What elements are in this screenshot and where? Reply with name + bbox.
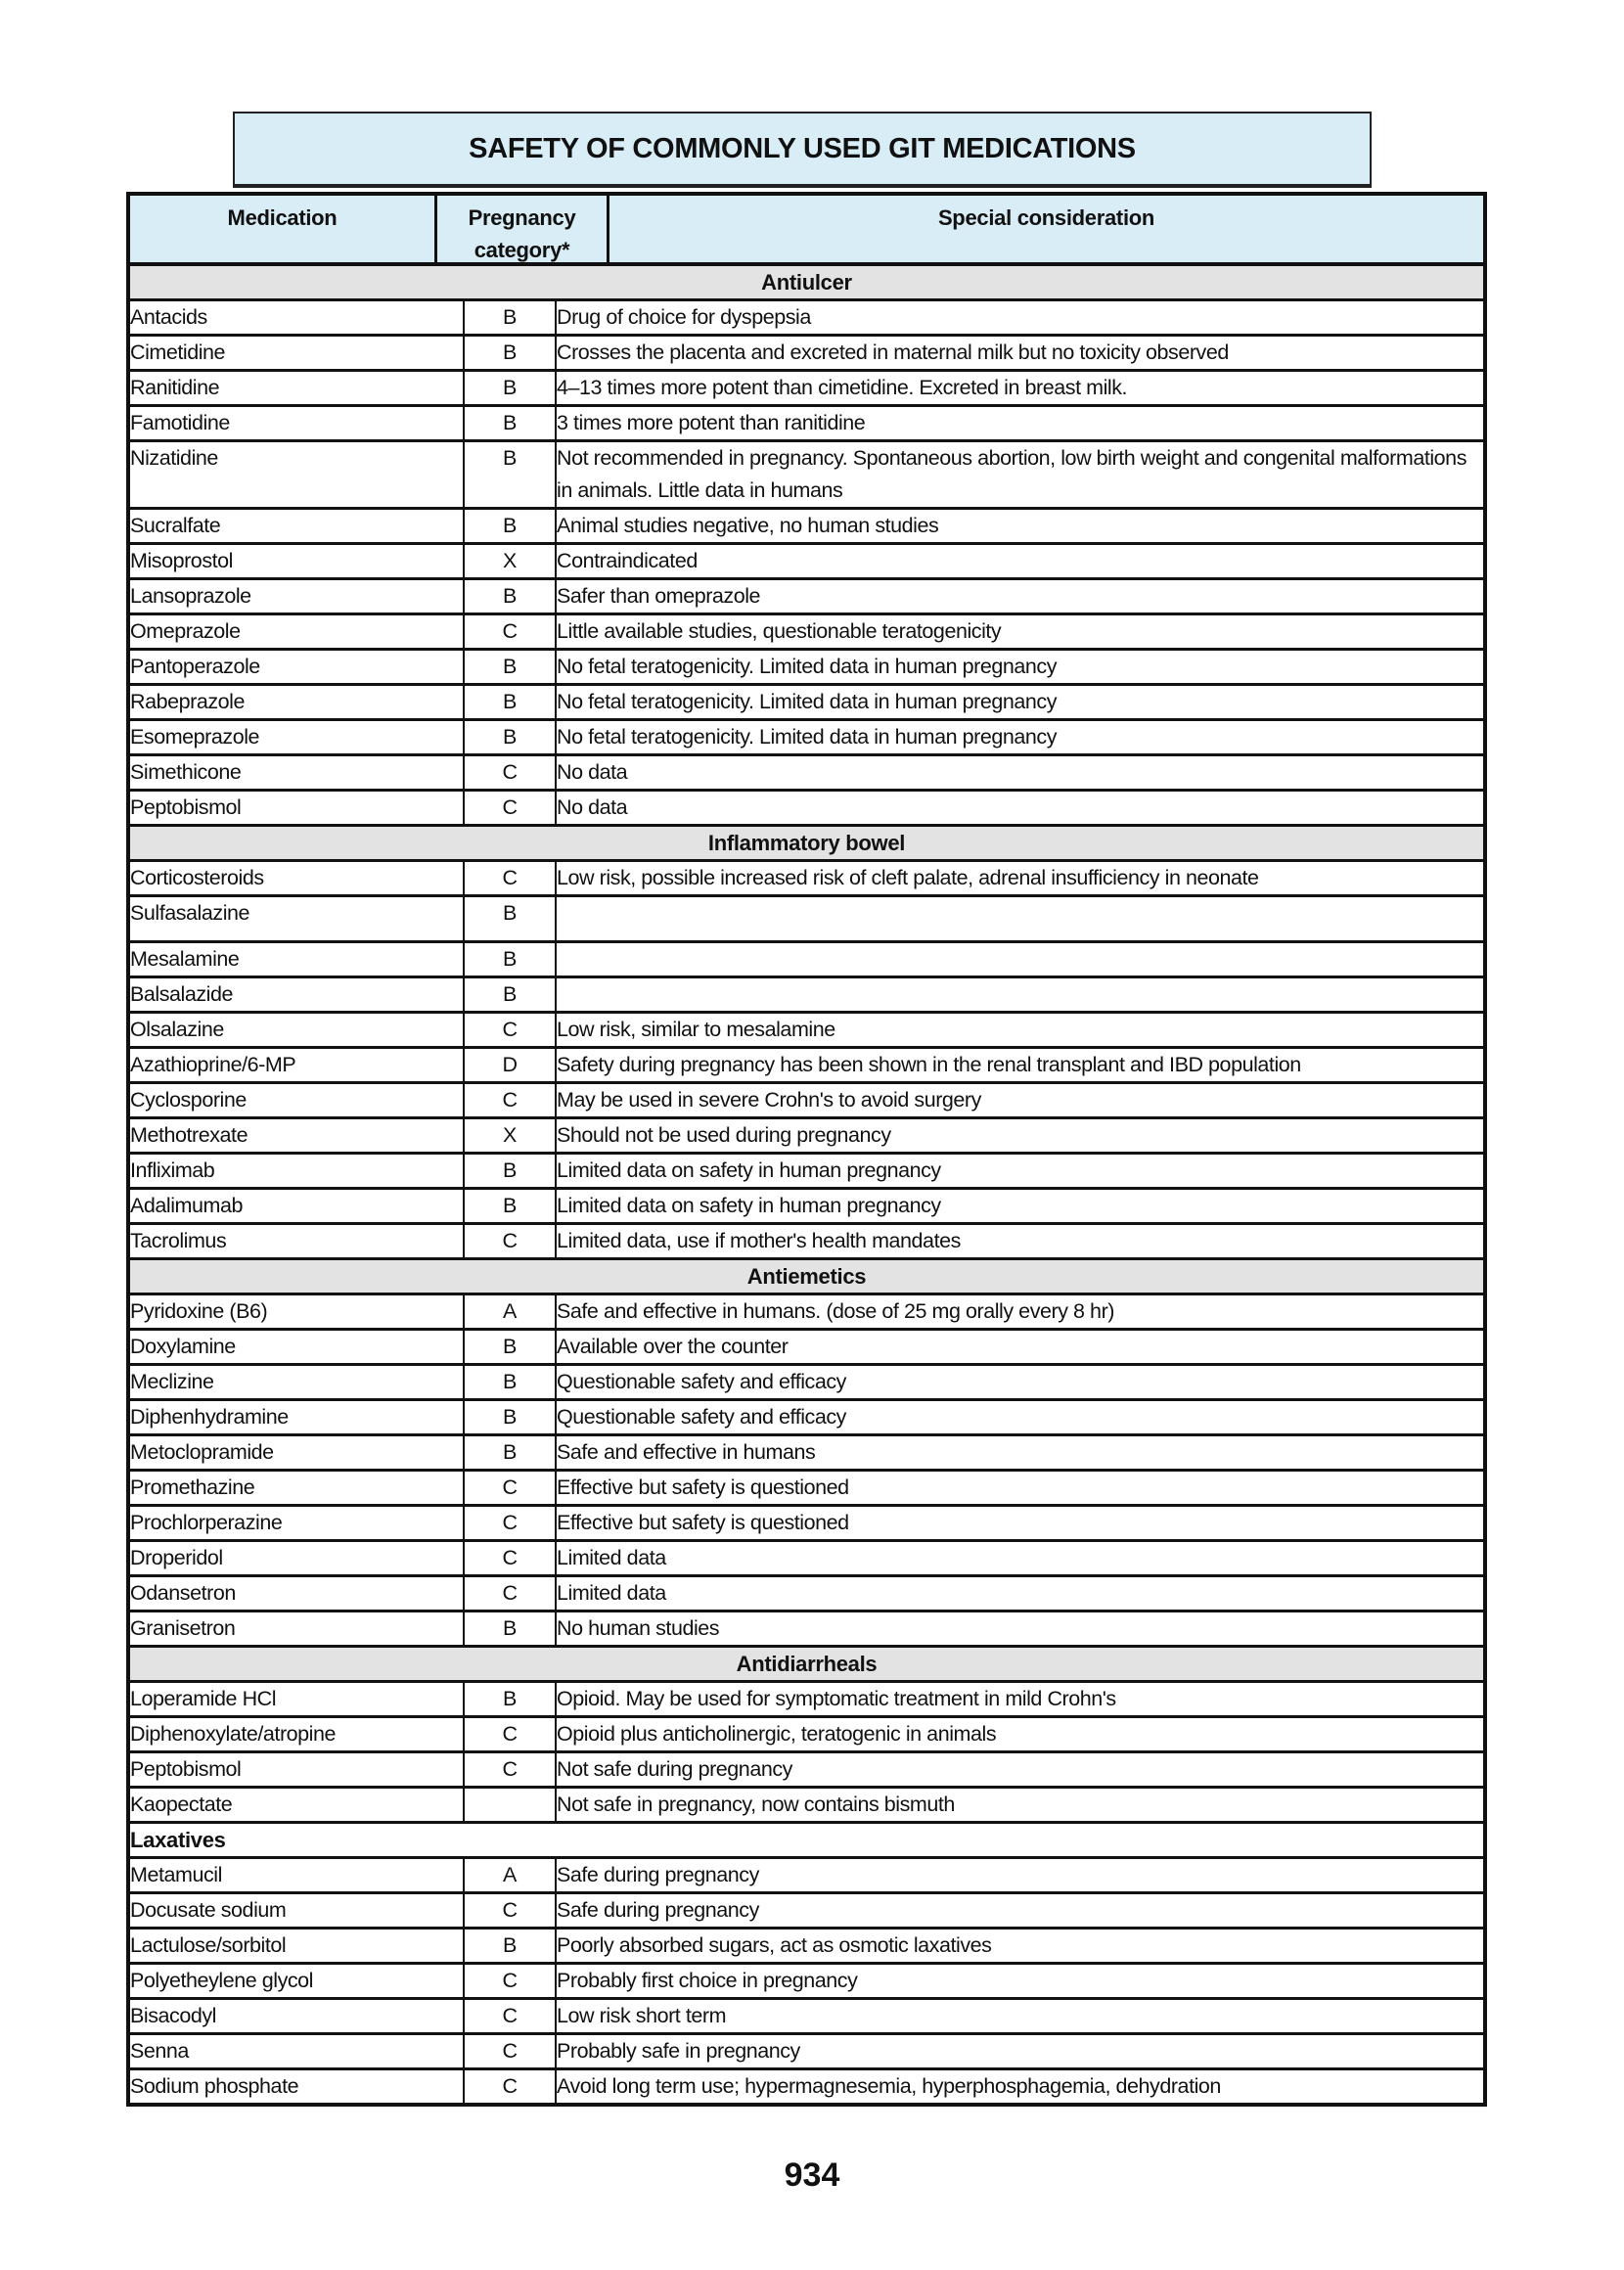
pregnancy-category-cell: C	[465, 1753, 557, 1786]
medication-cell: Corticosteroids	[130, 862, 465, 894]
table-row	[130, 1331, 1483, 1366]
pregnancy-category-cell: B	[465, 1366, 557, 1398]
table-row	[130, 2000, 1483, 2035]
medication-cell: Adalimumab	[130, 1190, 465, 1222]
table-row	[130, 1401, 1483, 1436]
pregnancy-category-cell: B	[465, 580, 557, 613]
special-consideration-cell: Safe during pregnancy	[557, 1898, 759, 1922]
special-consideration-cell: Poorly absorbed sugars, act as osmotic laxatives	[557, 1933, 992, 1957]
special-consideration-cell: Probably safe in pregnancy	[557, 2039, 800, 2063]
table-row	[130, 337, 1483, 372]
pregnancy-category-cell: B	[465, 1401, 557, 1433]
medication-cell: Azathioprine/6-MP	[130, 1049, 465, 1081]
pregnancy-category-cell: C	[465, 1507, 557, 1539]
special-consideration-cell: 3 times more potent than ranitidine	[557, 411, 866, 434]
pregnancy-category-cell: B	[465, 372, 557, 404]
special-consideration-cell: Not safe in pregnancy, now contains bismuth	[557, 1793, 955, 1816]
medication-cell: Ranitidine	[130, 372, 465, 404]
pregnancy-category-cell: B	[465, 337, 557, 369]
page-number: 934	[784, 2156, 840, 2194]
special-consideration-cell: Limited data, use if mother's health mandates	[557, 1229, 961, 1252]
pregnancy-category-cell: C	[465, 1718, 557, 1750]
special-consideration-cell: Little available studies, questionable teratogenicity	[557, 619, 1002, 643]
medication-cell: Docusate sodium	[130, 1894, 465, 1927]
pregnancy-category-cell: C	[465, 1084, 557, 1116]
table-row	[130, 1789, 1483, 1824]
medication-cell: Odansetron	[130, 1577, 465, 1610]
special-consideration-cell: Limited data	[557, 1581, 666, 1605]
pregnancy-category-cell: C	[465, 2000, 557, 2032]
medication-cell: Loperamide HCl	[130, 1683, 465, 1715]
pregnancy-category-cell: B	[465, 1612, 557, 1645]
pregnancy-category-cell: A	[465, 1295, 557, 1328]
table-row	[130, 442, 1483, 510]
section-header: Antidiarrheals	[130, 1648, 1483, 1683]
special-consideration-cell: May be used in severe Crohn's to avoid surgery	[557, 1088, 981, 1112]
medication-cell: Tacrolimus	[130, 1225, 465, 1257]
pregnancy-category-cell: B	[465, 1930, 557, 1962]
table-header	[130, 196, 1483, 266]
table-row	[130, 1753, 1483, 1789]
pregnancy-category-cell: C	[465, 756, 557, 789]
special-consideration-cell: Safer than omeprazole	[557, 584, 761, 608]
table-row	[130, 792, 1483, 827]
medication-cell: Omeprazole	[130, 615, 465, 648]
pregnancy-category-cell: C	[465, 2035, 557, 2067]
medication-cell: Rabeprazole	[130, 686, 465, 718]
special-consideration-cell: Not safe during pregnancy	[557, 1757, 792, 1781]
medication-cell: Diphenoxylate/atropine	[130, 1718, 465, 1750]
special-consideration-cell: No data	[557, 795, 628, 819]
medication-cell: Sodium phosphate	[130, 2070, 465, 2103]
table-row	[130, 580, 1483, 615]
special-consideration-cell: No fetal teratogenicity. Limited data in human pregnancy	[557, 690, 1058, 713]
special-consideration-cell: No data	[557, 760, 628, 784]
table-row	[130, 1472, 1483, 1507]
table-row	[130, 651, 1483, 686]
pregnancy-category-cell: C	[465, 792, 557, 824]
special-consideration-cell: Crosses the placenta and excreted in maternal milk but no toxicity observed	[557, 340, 1229, 364]
medication-cell: Nizatidine	[130, 442, 465, 507]
special-consideration-cell: No fetal teratogenicity. Limited data in human pregnancy	[557, 725, 1058, 749]
medication-cell: Doxylamine	[130, 1331, 465, 1363]
medication-cell: Metamucil	[130, 1859, 465, 1891]
table-row	[130, 1014, 1483, 1049]
pregnancy-category-cell: C	[465, 1014, 557, 1046]
special-consideration-cell: Limited data on safety in human pregnancy	[557, 1194, 941, 1217]
section-header: Laxatives	[130, 1824, 1483, 1859]
special-consideration-cell: No fetal teratogenicity. Limited data in human pregnancy	[557, 655, 1058, 678]
medication-cell: Famotidine	[130, 407, 465, 439]
medication-cell: Methotrexate	[130, 1119, 465, 1152]
pregnancy-category-cell: B	[465, 686, 557, 718]
special-consideration-cell	[557, 943, 1483, 976]
table-row	[130, 756, 1483, 792]
special-consideration-cell: Safe and effective in humans. (dose of 25 mg orally every 8 hr)	[557, 1299, 1114, 1323]
table-row	[130, 1577, 1483, 1612]
medication-cell: Granisetron	[130, 1612, 465, 1645]
special-consideration-cell: Safety during pregnancy has been shown in the renal transplant and IBD population	[557, 1053, 1301, 1076]
table-row	[130, 1507, 1483, 1542]
medication-cell: Prochlorperazine	[130, 1507, 465, 1539]
special-consideration-cell: Available over the counter	[557, 1335, 789, 1358]
special-consideration-cell: Limited data	[557, 1546, 666, 1569]
pregnancy-category-cell: D	[465, 1049, 557, 1081]
table-row	[130, 1683, 1483, 1718]
table-row	[130, 545, 1483, 580]
pregnancy-category-cell: B	[465, 897, 557, 940]
pregnancy-category-cell: C	[465, 1542, 557, 1574]
header-medication: Medication	[130, 196, 437, 262]
medication-cell: Cimetidine	[130, 337, 465, 369]
table-row	[130, 862, 1483, 897]
medication-cell: Sulfasalazine	[130, 897, 465, 940]
medication-cell: Balsalazide	[130, 978, 465, 1011]
table-row	[130, 407, 1483, 442]
medication-cell: Cyclosporine	[130, 1084, 465, 1116]
medication-cell: Pantoperazole	[130, 651, 465, 683]
medication-cell: Meclizine	[130, 1366, 465, 1398]
medications-table	[126, 192, 1487, 2107]
medication-cell: Lansoprazole	[130, 580, 465, 613]
medication-cell: Peptobismol	[130, 792, 465, 824]
pregnancy-category-cell: B	[465, 407, 557, 439]
table-row	[130, 1436, 1483, 1472]
table-row	[130, 978, 1483, 1014]
table-row	[130, 2070, 1483, 2103]
table-row	[130, 301, 1483, 337]
special-consideration-cell: Low risk short term	[557, 2004, 727, 2027]
medication-cell: Sucralfate	[130, 510, 465, 542]
table-row	[130, 897, 1483, 943]
medication-cell: Misoprostol	[130, 545, 465, 577]
pregnancy-category-cell: C	[465, 615, 557, 648]
pregnancy-category-cell: B	[465, 721, 557, 753]
medication-cell: Kaopectate	[130, 1789, 465, 1821]
special-consideration-cell	[557, 897, 1483, 940]
special-consideration-cell: Questionable safety and efficacy	[557, 1370, 846, 1393]
table-row	[130, 1894, 1483, 1930]
table-row	[130, 1718, 1483, 1753]
medication-cell: Senna	[130, 2035, 465, 2067]
medication-cell: Promethazine	[130, 1472, 465, 1504]
medication-cell: Pyridoxine (B6)	[130, 1295, 465, 1328]
pregnancy-category-cell: C	[465, 1894, 557, 1927]
medication-cell: Droperidol	[130, 1542, 465, 1574]
pregnancy-category-cell: B	[465, 442, 557, 507]
pregnancy-category-cell: A	[465, 1859, 557, 1891]
special-consideration-cell: Safe and effective in humans	[557, 1440, 816, 1464]
medication-cell: Diphenhydramine	[130, 1401, 465, 1433]
pregnancy-category-cell: B	[465, 1683, 557, 1715]
pregnancy-category-cell: C	[465, 1965, 557, 1997]
special-consideration-cell: 4–13 times more potent than cimetidine. Excreted in breast milk.	[557, 376, 1128, 399]
table-row	[130, 1295, 1483, 1331]
pregnancy-category-cell: C	[465, 1577, 557, 1610]
table-row	[130, 1155, 1483, 1190]
table-body	[130, 266, 1483, 2103]
special-consideration-cell: Opioid. May be used for symptomatic treatment in mild Crohn's	[557, 1687, 1116, 1710]
special-consideration-cell: Avoid long term use; hypermagnesemia, hyperphosphagemia, dehydration	[557, 2074, 1221, 2098]
special-consideration-cell: Limited data on safety in human pregnancy	[557, 1158, 941, 1182]
special-consideration-cell: Low risk, possible increased risk of cleft palate, adrenal insufficiency in neonate	[557, 866, 1259, 889]
table-row	[130, 1084, 1483, 1119]
medication-cell: Esomeprazole	[130, 721, 465, 753]
table-row	[130, 1859, 1483, 1894]
section-header: Inflammatory bowel	[130, 827, 1483, 862]
pregnancy-category-cell: B	[465, 978, 557, 1011]
section-header: Antiemetics	[130, 1260, 1483, 1295]
page-title: SAFETY OF COMMONLY USED GIT MEDICATIONS	[233, 112, 1372, 188]
pregnancy-category-cell: B	[465, 943, 557, 976]
table-row	[130, 1190, 1483, 1225]
table-row	[130, 615, 1483, 651]
medication-cell: Mesalamine	[130, 943, 465, 976]
medication-cell: Infliximab	[130, 1155, 465, 1187]
table-row	[130, 2035, 1483, 2070]
special-consideration-cell	[557, 978, 1483, 1011]
table-row	[130, 1930, 1483, 1965]
pregnancy-category-cell	[465, 1789, 557, 1821]
medication-cell: Antacids	[130, 301, 465, 334]
special-consideration-cell: Contraindicated	[557, 549, 698, 572]
table-row	[130, 1612, 1483, 1648]
table-row	[130, 1542, 1483, 1577]
pregnancy-category-cell: B	[465, 651, 557, 683]
table-row	[130, 372, 1483, 407]
special-consideration-cell: Effective but safety is questioned	[557, 1476, 849, 1499]
medication-cell: Lactulose/sorbitol	[130, 1930, 465, 1962]
pregnancy-category-cell: C	[465, 2070, 557, 2103]
special-consideration-cell: Animal studies negative, no human studies	[557, 514, 939, 537]
pregnancy-category-cell: B	[465, 1190, 557, 1222]
pregnancy-category-cell: B	[465, 1331, 557, 1363]
medication-cell: Metoclopramide	[130, 1436, 465, 1469]
pregnancy-category-cell: X	[465, 1119, 557, 1152]
header-special-consideration: Special consideration	[937, 205, 1155, 230]
pregnancy-category-cell: C	[465, 1472, 557, 1504]
pregnancy-category-cell: B	[465, 1436, 557, 1469]
table-row	[130, 943, 1483, 978]
special-consideration-cell: Questionable safety and efficacy	[557, 1405, 846, 1429]
table-row	[130, 1119, 1483, 1155]
medication-cell: Peptobismol	[130, 1753, 465, 1786]
special-consideration-cell: Probably first choice in pregnancy	[557, 1969, 858, 1992]
table-row	[130, 510, 1483, 545]
table-row	[130, 1366, 1483, 1401]
table-row	[130, 1965, 1483, 2000]
table-row	[130, 1049, 1483, 1084]
pregnancy-category-cell: B	[465, 510, 557, 542]
special-consideration-cell: Effective but safety is questioned	[557, 1511, 849, 1534]
special-consideration-cell: Opioid plus anticholinergic, teratogenic in animals	[557, 1722, 997, 1746]
table-row	[130, 686, 1483, 721]
special-consideration-cell: Not recommended in pregnancy. Spontaneous abortion, low birth weight and congenital malformations in animals. Little data in humans	[557, 446, 1466, 502]
header-pregnancy-category: Pregnancy category*	[437, 196, 609, 262]
pregnancy-category-cell: C	[465, 862, 557, 894]
special-consideration-cell: Low risk, similar to mesalamine	[557, 1018, 835, 1041]
special-consideration-cell: Drug of choice for dyspepsia	[557, 305, 811, 329]
medication-cell: Simethicone	[130, 756, 465, 789]
table-row	[130, 1225, 1483, 1260]
special-consideration-cell: Safe during pregnancy	[557, 1863, 759, 1886]
pregnancy-category-cell: C	[465, 1225, 557, 1257]
pregnancy-category-cell: X	[465, 545, 557, 577]
pregnancy-category-cell: B	[465, 301, 557, 334]
section-header: Antiulcer	[130, 266, 1483, 301]
special-consideration-cell: No human studies	[557, 1616, 720, 1640]
medication-cell: Polyetheylene glycol	[130, 1965, 465, 1997]
pregnancy-category-cell: B	[465, 1155, 557, 1187]
medication-cell: Olsalazine	[130, 1014, 465, 1046]
medication-cell: Bisacodyl	[130, 2000, 465, 2032]
table-row	[130, 721, 1483, 756]
special-consideration-cell: Should not be used during pregnancy	[557, 1123, 891, 1147]
